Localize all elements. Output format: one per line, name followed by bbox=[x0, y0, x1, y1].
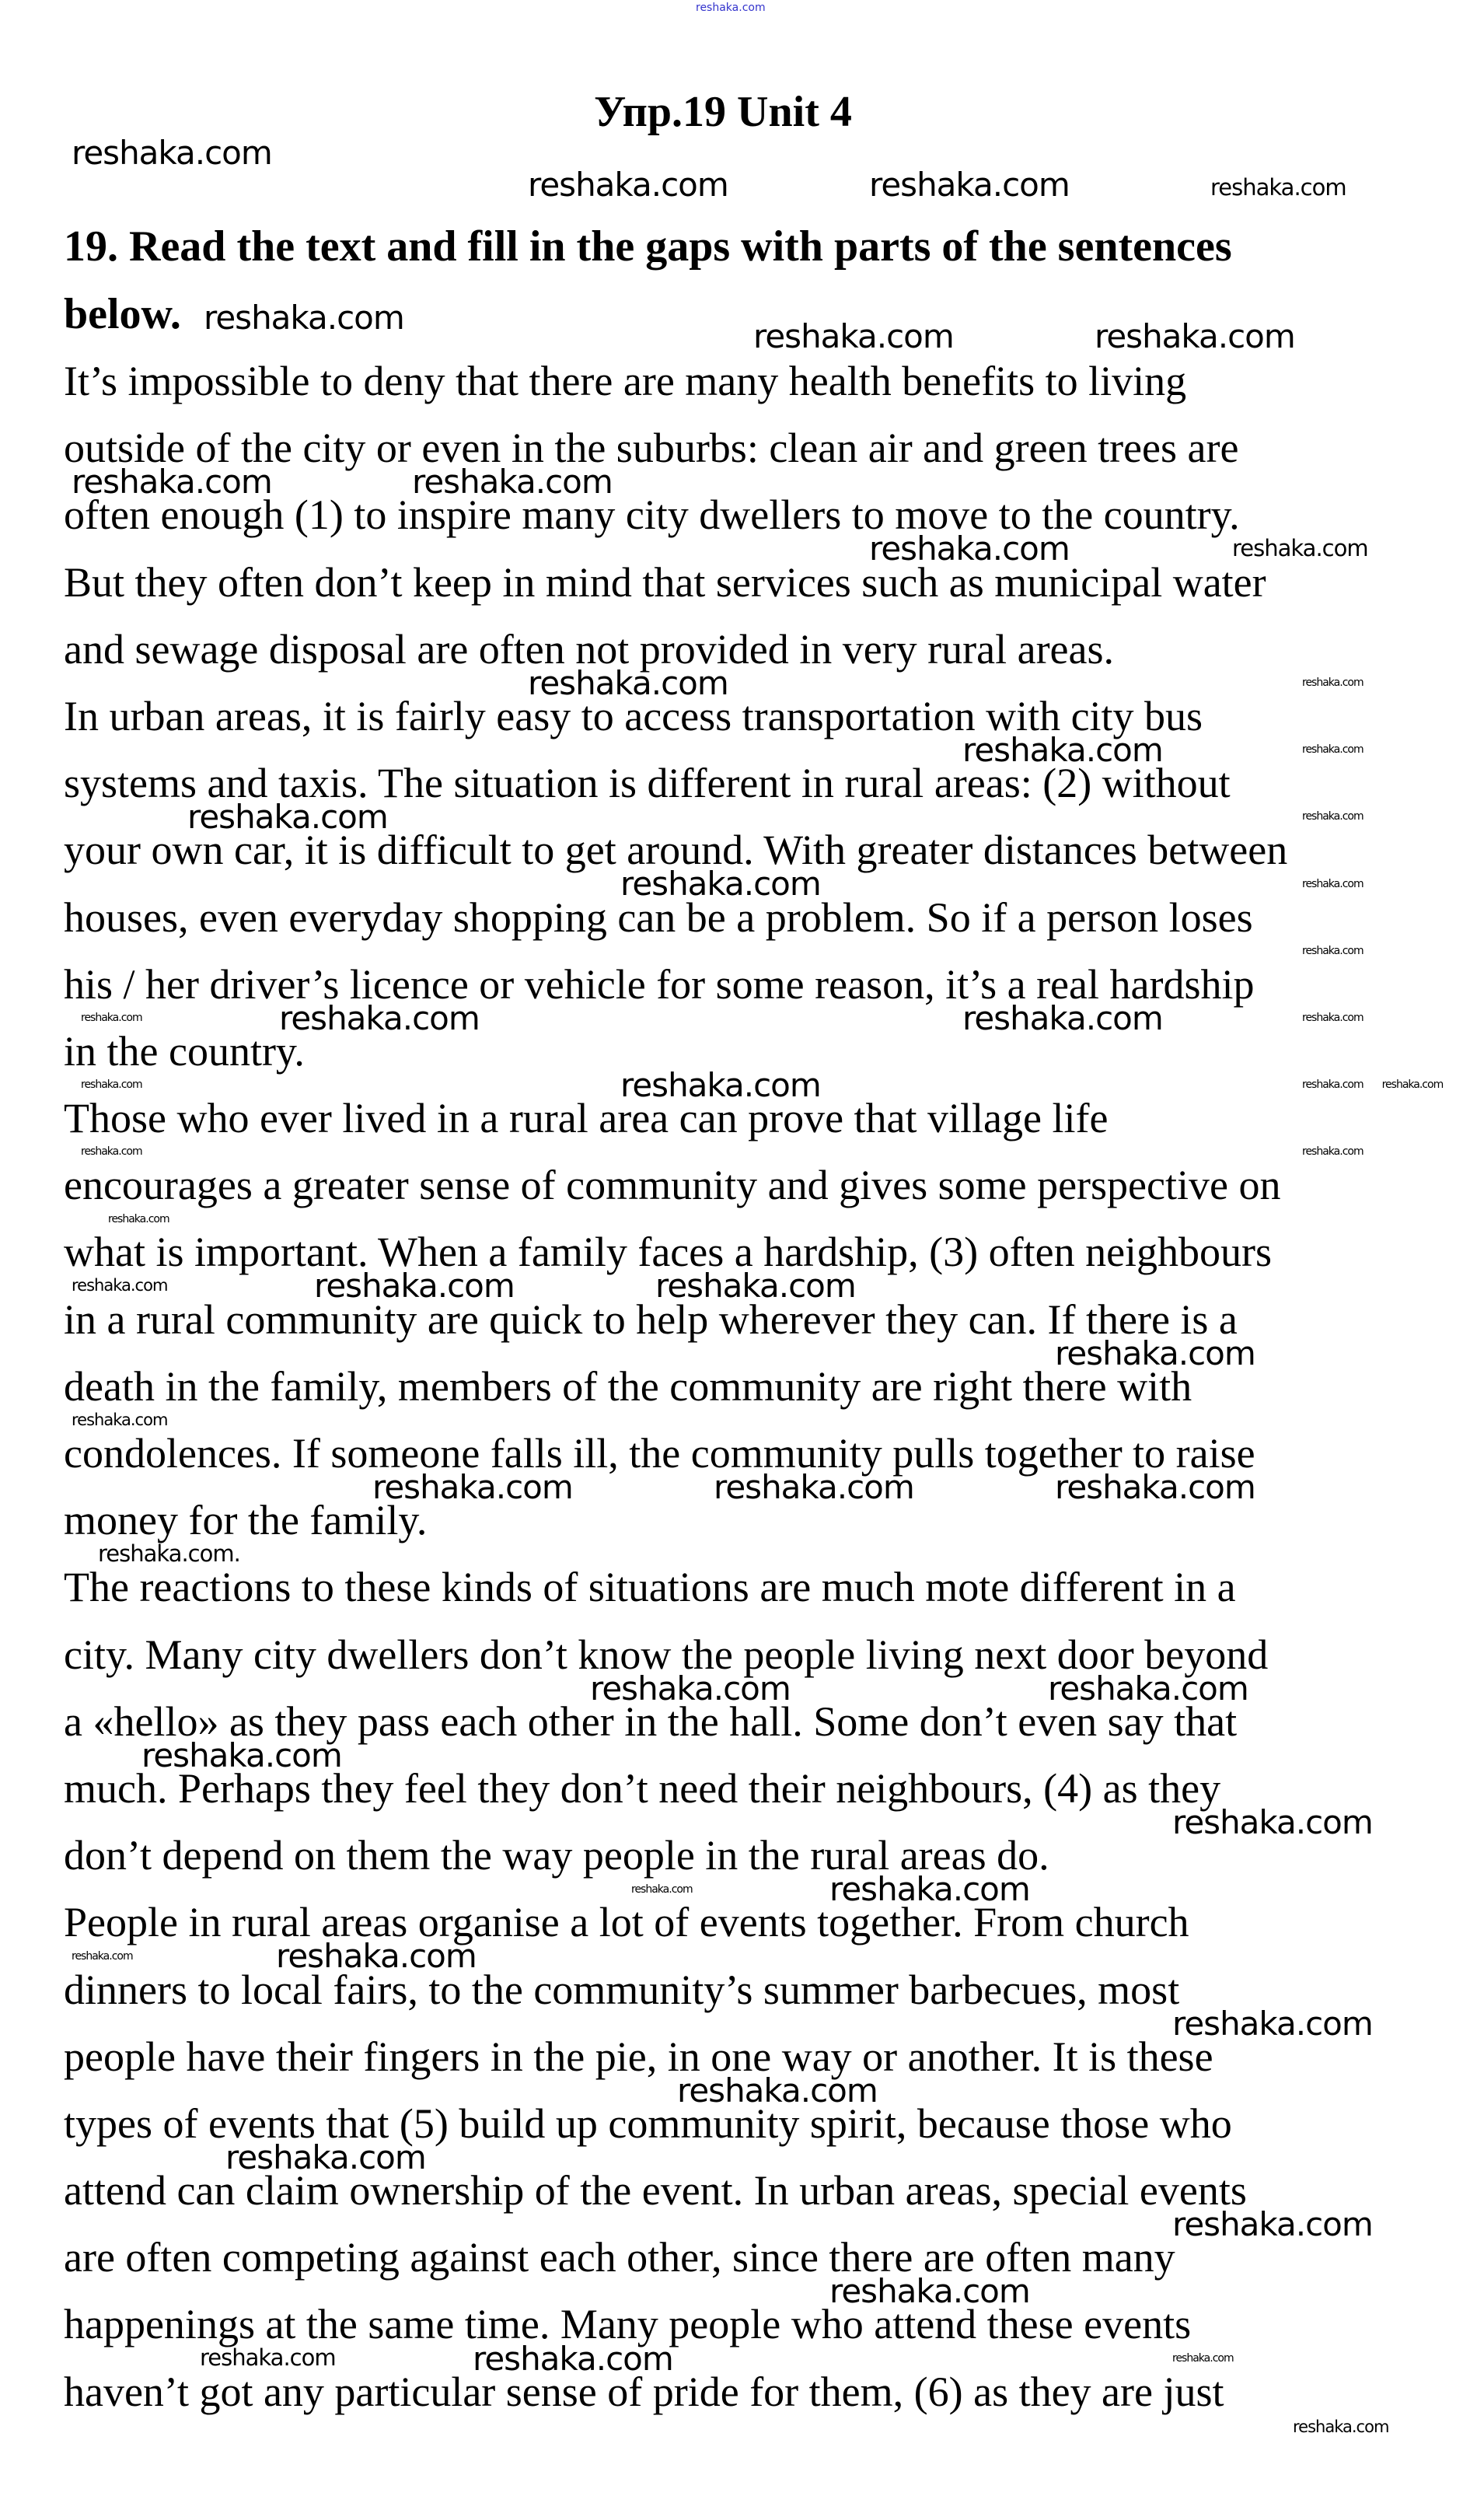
watermark: reshaka.com bbox=[81, 1012, 142, 1024]
watermark: reshaka.com bbox=[1172, 2004, 1373, 2043]
reading-text bbox=[64, 348, 1287, 2425]
watermark: reshaka.com bbox=[372, 1467, 573, 1506]
watermark: reshaka.com bbox=[528, 663, 728, 702]
watermark: reshaka.com bbox=[276, 1937, 477, 1976]
watermark: reshaka.com bbox=[677, 2071, 878, 2110]
watermark: reshaka.com bbox=[1302, 1012, 1364, 1024]
watermark: reshaka.com bbox=[1172, 2205, 1373, 2244]
task-heading-line-2: below. bbox=[64, 290, 181, 338]
watermark: reshaka.com bbox=[1172, 2352, 1234, 2365]
top-watermark-link[interactable]: reshaka.com bbox=[696, 2, 766, 14]
watermark: reshaka.com bbox=[72, 1949, 133, 1963]
watermark: reshaka.com bbox=[314, 1267, 515, 1306]
watermark: reshaka.com bbox=[829, 2272, 1030, 2311]
text-line: encourages a greater sense of community and gives some perspective on bbox=[64, 1162, 1281, 1209]
watermark: reshaka.com bbox=[187, 797, 388, 836]
watermark: reshaka.com bbox=[1210, 174, 1346, 201]
text-line: city. Many city dwellers don’t know the people living next door beyond bbox=[64, 1631, 1269, 1678]
watermark: reshaka.com bbox=[620, 1065, 821, 1104]
watermark: reshaka.com bbox=[829, 1870, 1030, 1909]
watermark: reshaka.com bbox=[590, 1669, 791, 1708]
watermark: reshaka.com bbox=[1302, 877, 1364, 890]
watermark: reshaka.com bbox=[1302, 676, 1364, 689]
text-line: Those who ever lived in a rural area can prove that village life bbox=[64, 1095, 1109, 1142]
text-line: your own car, it is difficult to get around. With greater distances between bbox=[64, 827, 1288, 874]
watermark: reshaka.com bbox=[141, 1736, 342, 1774]
watermark: reshaka.com bbox=[1055, 1467, 1255, 1506]
watermark: reshaka.com bbox=[1095, 317, 1295, 356]
watermark: reshaka.com bbox=[81, 1078, 142, 1092]
watermark: reshaka.com bbox=[72, 134, 272, 172]
watermark: reshaka.com bbox=[1293, 2417, 1389, 2436]
watermark: reshaka.com bbox=[1172, 1802, 1373, 1841]
watermark: reshaka.com bbox=[528, 166, 728, 204]
text-line: his / her driver’s licence or vehicle for some reason, it’s a real hardship bbox=[64, 960, 1255, 1008]
watermark: reshaka.com bbox=[108, 1212, 169, 1225]
watermark: reshaka.com bbox=[1055, 1334, 1255, 1372]
text-line: In urban areas, it is fairly easy to access transportation with city bus bbox=[64, 692, 1203, 739]
watermark: reshaka.com bbox=[714, 1467, 914, 1506]
text-line: But they often don’t keep in mind that services such as municipal water bbox=[64, 558, 1266, 606]
watermark: reshaka.com bbox=[1302, 944, 1364, 957]
text-line: much. Perhaps they feel they don’t need their neighbours, (4) as they bbox=[64, 1764, 1221, 1812]
watermark: reshaka.com bbox=[225, 2138, 426, 2176]
watermark: reshaka.com bbox=[1302, 810, 1364, 823]
watermark: reshaka.com bbox=[412, 462, 613, 501]
watermark: reshaka.com bbox=[1302, 743, 1364, 757]
watermark: reshaka.com bbox=[72, 1410, 168, 1429]
watermark: reshaka.com bbox=[631, 1883, 693, 1896]
text-line: money for the family. bbox=[64, 1497, 428, 1544]
text-line: It’s impossible to deny that there are many health benefits to living bbox=[64, 358, 1187, 404]
text-line: types of events that (5) build up community spirit, because those who bbox=[64, 2099, 1232, 2147]
watermark: reshaka.com bbox=[620, 865, 821, 904]
watermark: reshaka.com bbox=[1302, 1145, 1364, 1159]
watermark: reshaka.com bbox=[1381, 1078, 1444, 1092]
text-line: are often competing against each other, since there are often many bbox=[64, 2234, 1175, 2281]
watermark: reshaka.com bbox=[72, 462, 272, 501]
watermark: reshaka.com bbox=[1302, 1078, 1364, 1092]
watermark: reshaka.com bbox=[962, 998, 1163, 1037]
text-line: don’t depend on them the way people in the rural areas do. bbox=[64, 1832, 1049, 1879]
watermark: reshaka.com bbox=[473, 2339, 673, 2378]
watermark: reshaka.com bbox=[200, 2344, 336, 2371]
text-line: haven’t got any particular sense of pride for them, (6) as they are just bbox=[64, 2368, 1224, 2415]
text-line: outside of the city or even in the suburbs: clean air and green trees are bbox=[64, 425, 1239, 472]
text-line: in a rural community are quick to help wherever they can. If there is a bbox=[64, 1295, 1238, 1343]
watermark: reshaka.com bbox=[204, 299, 404, 337]
watermark: reshaka.com bbox=[869, 166, 1070, 204]
watermark: reshaka.com bbox=[869, 530, 1070, 568]
watermark: reshaka.com bbox=[962, 730, 1163, 769]
watermark: reshaka.com bbox=[81, 1145, 142, 1159]
text-line: in the country. bbox=[64, 1027, 305, 1075]
text-line: houses, even everyday shopping can be a problem. So if a person loses bbox=[64, 893, 1253, 941]
text-line: happenings at the same time. Many people who attend these events bbox=[64, 2301, 1192, 2348]
text-line: what is important. When a family faces a hardship, (3) often neighbours bbox=[64, 1229, 1273, 1276]
text-line: condolences. If someone falls ill, the community pulls together to raise bbox=[64, 1430, 1255, 1477]
text-line: The reactions to these kinds of situations are much mote different in a bbox=[64, 1564, 1236, 1611]
text-line: often enough (1) to inspire many city dwellers to move to the country. bbox=[64, 491, 1240, 539]
watermark: reshaka.com bbox=[279, 998, 480, 1037]
task-heading-line-1: 19. Read the text and fill in the gaps with parts of the sentences bbox=[64, 222, 1232, 271]
text-line: and sewage disposal are often not provided in very rural areas. bbox=[64, 625, 1115, 673]
text-line: systems and taxis. The situation is different in rural areas: (2) without bbox=[64, 760, 1231, 807]
text-line: dinners to local fairs, to the community’s summer barbecues, most bbox=[64, 1966, 1180, 2013]
watermark: reshaka.com bbox=[72, 1276, 168, 1295]
text-line: a «hello» as they pass each other in the hall. Some don’t even say that bbox=[64, 1697, 1238, 1745]
text-line: people have their fingers in the pie, in one way or another. It is these bbox=[64, 2033, 1213, 2080]
watermark: reshaka.com bbox=[1048, 1669, 1248, 1708]
watermark: reshaka.com bbox=[753, 317, 954, 356]
text-line: attend can claim ownership of the event. In urban areas, special events bbox=[64, 2167, 1247, 2215]
watermark: reshaka.com. bbox=[98, 1540, 240, 1567]
watermark: reshaka.com bbox=[655, 1267, 856, 1306]
watermark: reshaka.com bbox=[1232, 534, 1368, 561]
text-line: People in rural areas organise a lot of events together. From church bbox=[64, 1899, 1189, 1946]
text-line: death in the family, members of the community are right there with bbox=[64, 1362, 1192, 1410]
page-title: Упр.19 Unit 4 bbox=[594, 88, 852, 136]
